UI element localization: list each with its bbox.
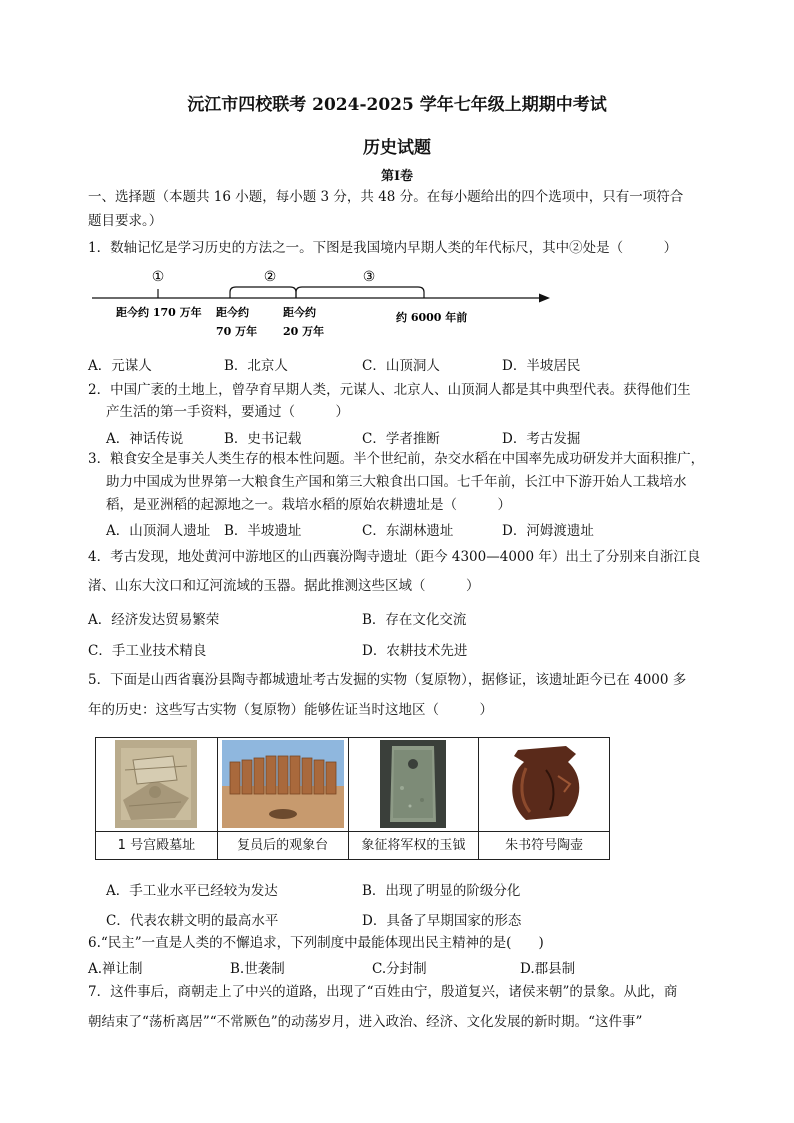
q3-line2: 助力中国成为世界第一大粮食生产国和第三大粮食出口国。七千年前，长江中下游开始人工栽培水 xyxy=(106,474,687,490)
q2-option-b: B．史书记载 xyxy=(224,431,302,447)
artifact-cell-jade-axe xyxy=(349,738,480,859)
q1-option-a: A．元谋人 xyxy=(88,358,152,374)
observatory-image xyxy=(222,740,344,828)
timeline-label-6000: 约 6000 年前 xyxy=(396,311,468,324)
timeline-label-170: 距今约 170 万年 xyxy=(116,306,202,319)
section-instruction-line2: 题目要求。） xyxy=(88,213,163,229)
q4-option-a: A．经济发达贸易繁荣 xyxy=(88,612,220,628)
q1-option-c: C．山顶洞人 xyxy=(362,358,440,374)
q5-option-d: D．具备了早期国家的形态 xyxy=(362,913,522,929)
q5-option-c: C．代表农耕文明的最高水平 xyxy=(106,913,279,929)
q4-option-b: B．存在文化交流 xyxy=(362,612,467,628)
mark-3: ③ xyxy=(362,269,376,285)
brace-2 xyxy=(230,287,296,298)
caption-palace: 1 号宫殿墓址 xyxy=(96,831,217,859)
q2-line1: 2．中国广袤的土地上，曾孕育早期人类，元谋人、北京人、山顶洞人都是其中典型代表。获得他们生 xyxy=(88,382,691,398)
q2-option-c: C．学者推断 xyxy=(362,431,440,447)
q7-line1: 7．这件事后，商朝走上了中兴的道路，出现了“百姓由宁，殷道复兴，诸侯来朝”的景象。从此，商 xyxy=(88,984,678,1000)
q1-stem: 1．数轴记忆是学习历史的方法之一。下图是我国境内早期人类的年代标尺，其中②处是（ ） xyxy=(88,240,678,256)
timeline-label-70a: 距今约 xyxy=(216,306,249,319)
timeline-arrow xyxy=(539,294,550,303)
q5-option-a: A．手工业水平已经较为发达 xyxy=(106,883,278,899)
q3-line1: 3．粮食安全是事关人类生存的根本性问题。半个世纪前，杂交水稻在中国率先成功研发并大面积推广， xyxy=(88,451,705,467)
q3-option-a: A．山顶洞人遗址 xyxy=(106,523,211,539)
q1-option-d: D．半坡居民 xyxy=(502,358,581,374)
q5-line2: 年的历史：这些写古实物（复原物）能够佐证当时这地区（ ） xyxy=(88,702,493,718)
palace-site-image xyxy=(115,740,197,828)
pottery-jar-image xyxy=(496,740,592,828)
q7-line2: 朝结束了“荡析离居”“不常厥色”的动荡岁月，进入政治、经济、文化发展的新时期。“这件事” xyxy=(88,1014,643,1030)
q1-option-b: B．北京人 xyxy=(224,358,288,374)
q4-option-d: D．农耕技术先进 xyxy=(362,643,468,659)
q2-option-a: A．神话传说 xyxy=(106,431,184,447)
exam-subtitle: 历史试题 xyxy=(363,138,431,158)
artifact-cell-observatory xyxy=(218,738,349,859)
q6-option-d: D.郡县制 xyxy=(520,961,576,977)
mark-2: ② xyxy=(263,269,277,285)
q3-option-b: B．半坡遗址 xyxy=(224,523,302,539)
q6-option-a: A.禅让制 xyxy=(88,961,143,977)
timeline-label-20a: 距今约 xyxy=(283,306,316,319)
jade-axe-image xyxy=(380,740,446,828)
caption-jade-axe: 象征将军权的玉钺 xyxy=(349,831,479,859)
artifact-image-table xyxy=(95,737,610,860)
artifact-cell-palace xyxy=(96,738,218,859)
q3-option-d: D．河姆渡遗址 xyxy=(502,523,594,539)
timeline-label-70b: 70 万年 xyxy=(216,325,258,338)
q4-line1: 4．考古发现，地处黄河中游地区的山西襄汾陶寺遗址（距今 4300—4000 年）出土了分别来自浙江良 xyxy=(88,549,701,565)
mark-1: ① xyxy=(151,269,165,285)
q2-option-d: D．考古发掘 xyxy=(502,431,581,447)
caption-pottery: 朱书符号陶壶 xyxy=(479,831,609,859)
q4-option-c: C．手工业技术精良 xyxy=(88,643,207,659)
q6-option-c: C.分封制 xyxy=(372,961,427,977)
q4-line2: 渚、山东大汶口和辽河流域的玉器。据此推测这些区域（ ） xyxy=(88,578,480,594)
q5-option-b: B．出现了明显的阶级分化 xyxy=(362,883,521,899)
q5-line1: 5．下面是山西省襄汾县陶寺都城遗址考古发掘的实物（复原物），据修证，该遗址距今已在 4000 多 xyxy=(88,672,687,688)
q3-line3: 稻，是亚洲稻的起源地之一。栽培水稻的原始农耕遗址是（ ） xyxy=(106,497,511,513)
caption-observatory: 复员后的观象台 xyxy=(218,831,348,859)
section-instruction-line1: 一、选择题（本题共 16 小题，每小题 3 分，共 48 分。在每小题给出的四个选项中，只有一项符合 xyxy=(88,189,684,205)
timeline-diagram xyxy=(88,262,558,342)
brace-3 xyxy=(296,287,424,298)
q6-option-b: B.世袭制 xyxy=(230,961,285,977)
q2-line2: 产生活的第一手资料，要通过（ ） xyxy=(106,404,349,420)
volume-label: 第Ⅰ卷 xyxy=(380,169,414,184)
exam-title: 沅江市四校联考 2024-2025 学年七年级上期期中考试 xyxy=(187,95,607,115)
q6-stem: 6.“民主”一直是人类的不懈追求，下列制度中最能体现出民主精神的是( ) xyxy=(88,935,544,951)
artifact-cell-pottery xyxy=(479,738,609,859)
timeline-label-20b: 20 万年 xyxy=(283,325,325,338)
q3-option-c: C．东湖林遗址 xyxy=(362,523,454,539)
